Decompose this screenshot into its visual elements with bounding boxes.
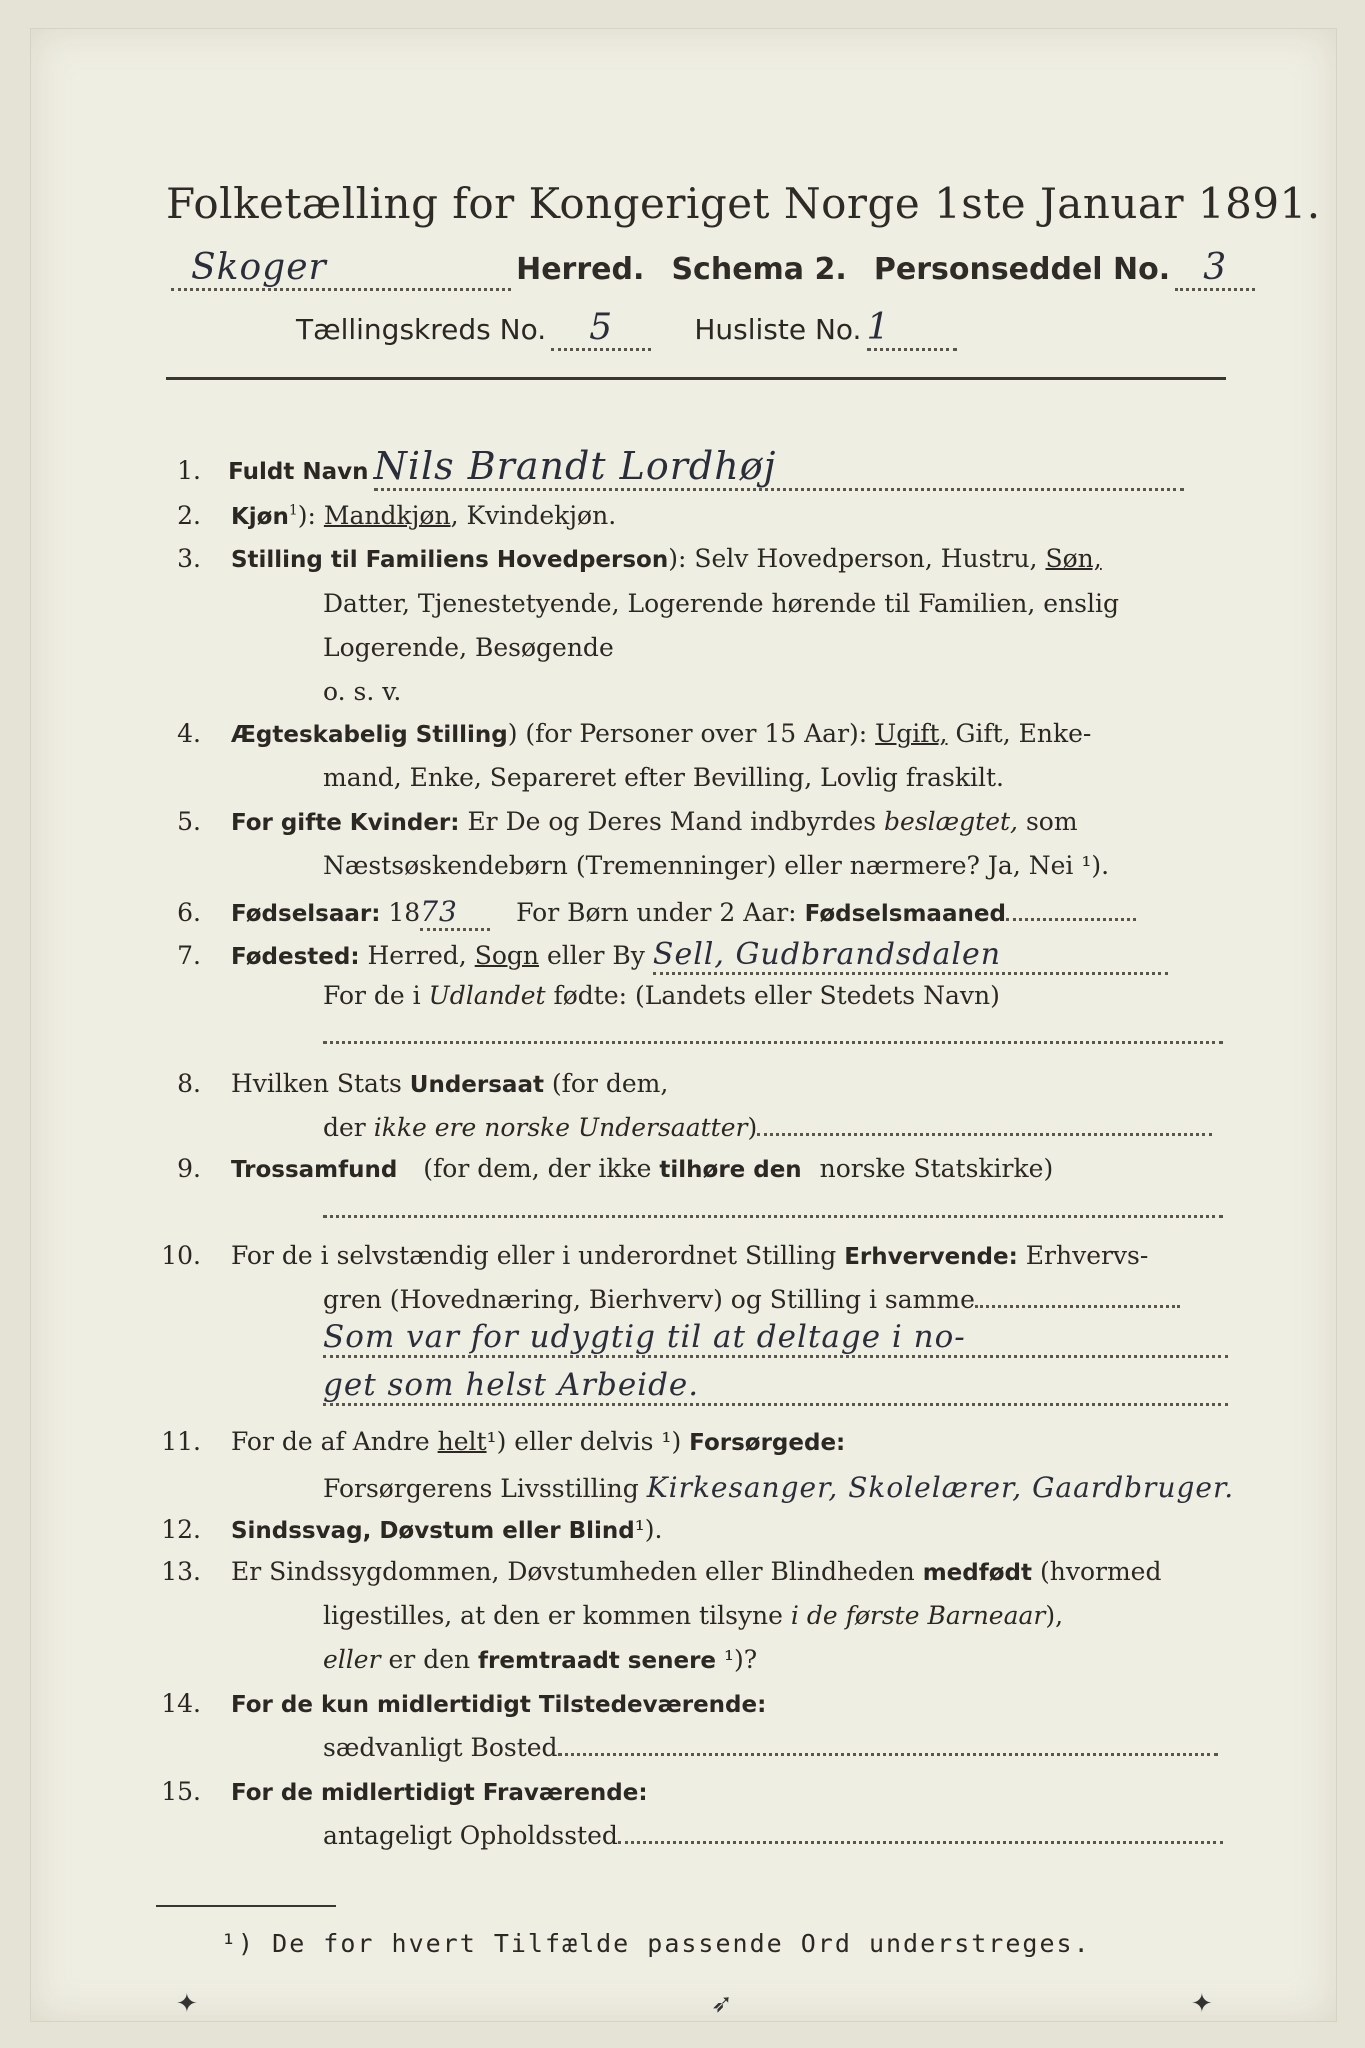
q10-text-1a: For de i selvstændig eller i underordnet Stilling <box>230 1241 837 1270</box>
q5-beslaegtet: beslægtet, <box>884 807 1019 836</box>
q3-label: Stilling til Familiens Hovedperson <box>230 547 669 573</box>
q13-row <box>151 1557 1161 1586</box>
q5-text-2: Næstsøskendebørn (Tremenninger) eller nærmere? Ja, Nei ¹). <box>323 851 1110 880</box>
q3-row <box>151 544 1102 573</box>
husliste-label: Husliste No. <box>694 313 862 346</box>
q7-text-1b: eller By <box>546 941 645 970</box>
q9-blank-line <box>323 1215 1223 1218</box>
q8-text-1b: (for dem, <box>551 1069 669 1098</box>
q9-text-2: norske Statskirke) <box>819 1154 1054 1183</box>
q3-text-1: ): Selv Hovedperson, Hustru, <box>668 544 1038 573</box>
q7-label: Fødested: <box>230 944 360 970</box>
q3-son: Søn, <box>1045 544 1102 573</box>
q6-number: 6. <box>177 898 201 927</box>
q7-text-2a: For de i <box>323 981 421 1010</box>
q15-text-2: antageligt Opholdssted <box>323 1821 618 1850</box>
printer-mark-left-icon: ✦ <box>176 1989 198 2019</box>
q7-value: Sell, Gudbrandsdalen <box>653 937 1168 975</box>
q15-line-2 <box>323 1821 1223 1850</box>
q14-label: For de kun midlertidigt Tilstedeværende: <box>230 1692 767 1718</box>
q4-label: Ægteskabelig Stilling <box>230 722 508 748</box>
q13-text-1a: Er Sindssygdommen, Døvstumheden eller Blindheden <box>230 1557 915 1586</box>
q8-text-2a: der <box>323 1113 366 1142</box>
q11-helt: helt <box>437 1427 487 1456</box>
q4-row <box>151 719 1091 748</box>
q9-number: 9. <box>177 1154 201 1183</box>
footnote: ¹) De for hvert Tilfælde passende Ord understreges. <box>221 1929 1091 1958</box>
q10-text-2: gren (Hovednæring, Bierhverv) og Stilling i samme <box>323 1285 975 1314</box>
q13-text-2b: ), <box>1045 1601 1064 1630</box>
q12-label: Sindssvag, Døvstum eller Blind <box>230 1518 635 1544</box>
q6-prefix: 18 <box>388 898 421 927</box>
q14-number: 14. <box>161 1689 201 1718</box>
q12-end: ¹). <box>634 1515 663 1544</box>
q4-ugift: Ugift, <box>875 719 948 748</box>
q10-line-2 <box>323 1285 1180 1314</box>
q13-line-3 <box>323 1645 757 1674</box>
herred-line <box>171 247 1255 291</box>
q13-text-3a: er den <box>388 1645 471 1674</box>
personseddel-value: 3 <box>1175 247 1255 291</box>
q5-row <box>151 807 1078 836</box>
kreds-line <box>296 307 957 351</box>
q1-number: 1. <box>177 456 201 485</box>
q15-answer-line <box>618 1841 1223 1844</box>
kreds-label: Tællingskreds No. <box>296 313 547 346</box>
q2-label: Kjøn <box>230 504 289 530</box>
q9-text: (for dem, der ikke <box>423 1154 652 1183</box>
q8-text-2b: ) <box>747 1113 758 1142</box>
q14-line-2 <box>323 1733 1218 1762</box>
q2-option-male: Mandkjøn <box>323 501 451 530</box>
q4-text-2: mand, Enke, Separeret efter Bevilling, Lovlig fraskilt. <box>323 763 1004 792</box>
q2-sup: 1 <box>288 502 298 519</box>
q10-answer-2: get som helst Arbeide. <box>323 1367 1228 1406</box>
q5-number: 5. <box>177 807 201 836</box>
q1-value: Nils Brandt Lordhøj <box>374 444 1184 491</box>
q10-number: 10. <box>161 1241 201 1270</box>
form-title: Folketælling for Kongeriget Norge 1ste Januar 1891. <box>166 179 1321 228</box>
q6-label: Fødselsaar: <box>230 901 381 927</box>
herred-value: Skoger <box>171 247 511 291</box>
q10-label: Erhvervende: <box>844 1244 1018 1270</box>
printer-mark-center-icon: ➶ <box>711 1989 733 2019</box>
q11-text-1a: For de af Andre <box>230 1427 430 1456</box>
herred-label: Herred. <box>516 252 645 287</box>
q9-tilhore: tilhøre <box>659 1157 746 1183</box>
q4-number: 4. <box>177 719 201 748</box>
q13-number: 13. <box>161 1557 201 1586</box>
q2-row: 2. Kjøn$^1$): Mandkjøn, Kvindekjøn. <box>151 501 616 530</box>
q10-text-1b: Erhvervs- <box>1025 1241 1149 1270</box>
q4-text-1a: ) (for Personer over 15 Aar): <box>507 719 868 748</box>
q13-text-1b: (hvormed <box>1039 1557 1162 1586</box>
q13-text-2i: i de første Barneaar <box>790 1601 1046 1630</box>
q8-number: 8. <box>177 1069 201 1098</box>
q7-blank-line <box>323 1041 1223 1044</box>
q11-label: Forsørgede: <box>689 1430 846 1456</box>
q5-text-1a: Er De og Deres Mand indbyrdes <box>467 807 877 836</box>
q9-row <box>151 1154 1053 1183</box>
q7-line-2 <box>323 981 1000 1010</box>
q12-row <box>151 1515 662 1544</box>
q3-text-3: Logerende, Besøgende <box>323 633 614 662</box>
q6-row <box>151 895 1136 931</box>
q7-text-1: Herred, <box>367 941 467 970</box>
q7-sogn: Sogn <box>474 941 539 970</box>
q6-month-line <box>1006 918 1136 921</box>
q12-number: 12. <box>161 1515 201 1544</box>
q4-text-1b: Gift, Enke- <box>955 719 1092 748</box>
q3-text-4: o. s. v. <box>323 677 402 706</box>
q13-text-3b: fremtraadt senere <box>478 1648 717 1674</box>
printer-mark-right-icon: ✦ <box>1191 1989 1213 2019</box>
q10-answer-1: Som var for udygtig til at deltage i no- <box>323 1319 1228 1358</box>
q11-line-2 <box>323 1471 1234 1504</box>
q14-text-2: sædvanligt Bosted <box>323 1733 558 1762</box>
q7-number: 7. <box>177 941 201 970</box>
q8-answer-line <box>757 1133 1212 1136</box>
header-rule <box>166 377 1226 380</box>
q7-row <box>151 937 1168 975</box>
husliste-value: 1 <box>867 307 957 351</box>
q3-number: 3. <box>177 544 201 573</box>
q13-text-2a: ligestilles, at den er kommen tilsyne <box>323 1601 783 1630</box>
q11-number: 11. <box>161 1427 201 1456</box>
q11-text-2: Forsørgerens Livsstilling <box>323 1474 639 1503</box>
q8-label: Undersaat <box>409 1072 544 1098</box>
census-form-page <box>30 28 1337 2022</box>
q9-label: Trossamfund <box>230 1157 398 1183</box>
q5-label: gifte Kvinder: <box>280 810 460 836</box>
q8-row <box>151 1069 668 1098</box>
q8-line-2 <box>323 1113 1212 1142</box>
q15-row <box>151 1777 648 1806</box>
q7-text-2b: fødte: (Landets eller Stedets Navn) <box>553 981 1000 1010</box>
q2-number: 2. <box>177 501 201 530</box>
q1-label: Fuldt Navn <box>228 459 369 485</box>
q7-udlandet: Udlandet <box>428 981 546 1010</box>
q15-label: For de midlertidigt Fraværende: <box>230 1780 648 1806</box>
q11-text-1b: ¹) eller delvis ¹) <box>486 1427 682 1456</box>
q10-row <box>151 1241 1148 1270</box>
q6-value: 73 <box>420 895 490 931</box>
q6-text-mid: For Børn under 2 Aar: <box>516 898 797 927</box>
footnote-rule <box>156 1905 336 1907</box>
q13-text-3i: eller <box>323 1645 381 1674</box>
q1-row <box>151 444 1184 491</box>
personseddel-label: Personseddel No. <box>873 252 1171 287</box>
q5-label-a: For <box>230 810 273 836</box>
q3-text-2: Datter, Tjenestetyende, Logerende hørende til Familien, enslig <box>323 589 1120 618</box>
q8-text-2i: ikke ere norske Undersaatter <box>373 1113 748 1142</box>
q9-den: den <box>753 1157 802 1183</box>
q5-text-1b: som <box>1025 807 1078 836</box>
q13-medfodt: medfødt <box>922 1560 1033 1586</box>
q13-text-3c: ¹)? <box>723 1645 758 1674</box>
schema-label: Schema 2. <box>671 252 847 287</box>
q8-text-1a: Hvilken Stats <box>230 1069 402 1098</box>
q11-value: Kirkesanger, Skolelærer, Gaardbruger. <box>646 1471 1235 1504</box>
q6-label-2: Fødselsmaaned <box>804 901 1006 927</box>
q2-option-female: , Kvindekjøn. <box>450 501 617 530</box>
q13-line-2 <box>323 1601 1063 1630</box>
q10-answer-line <box>975 1305 1180 1308</box>
q14-answer-line <box>558 1753 1218 1756</box>
kreds-value: 5 <box>551 307 651 351</box>
q14-row <box>151 1689 766 1718</box>
q11-row <box>151 1427 845 1456</box>
q15-number: 15. <box>161 1777 201 1806</box>
